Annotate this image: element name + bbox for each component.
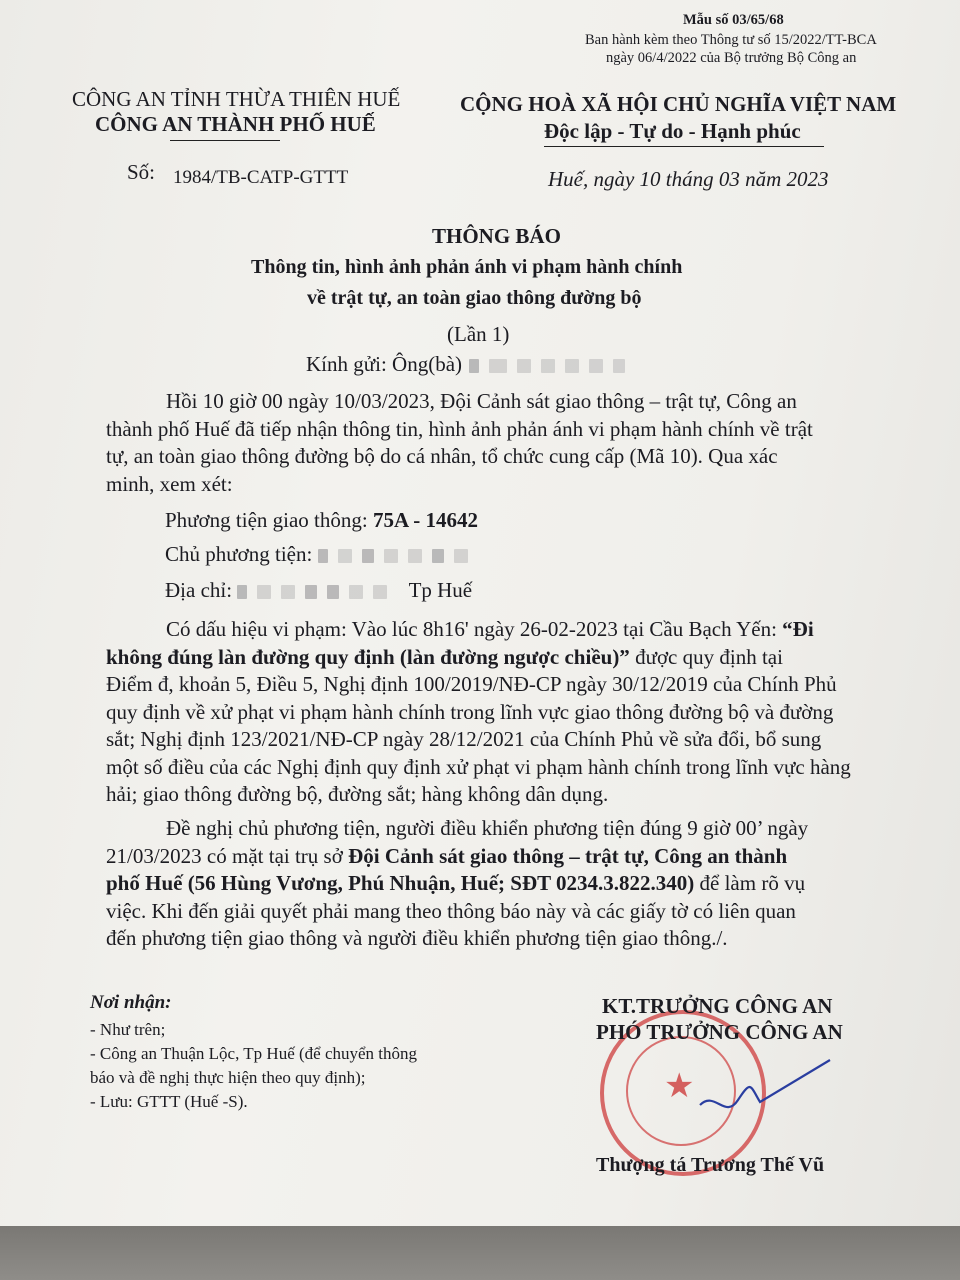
- nation-title: CỘNG HOÀ XÃ HỘI CHỦ NGHĨA VIỆT NAM: [460, 92, 897, 116]
- redacted-block: [384, 549, 398, 563]
- notice-subtitle-1: Thông tin, hình ảnh phản ánh vi phạm hành chính: [251, 256, 683, 278]
- redacted-block: [281, 585, 295, 599]
- paragraph-violation: [106, 616, 892, 809]
- signature-title-1: KT.TRƯỞNG CÔNG AN: [602, 994, 833, 1018]
- redacted-block: [349, 585, 363, 599]
- redacted-block: [454, 549, 468, 563]
- agency-name: CÔNG AN THÀNH PHỐ HUẾ: [95, 112, 376, 136]
- address-city: Tp Huế: [408, 578, 473, 602]
- page-shadow: [0, 1226, 960, 1280]
- redacted-block: [338, 549, 352, 563]
- redacted-block: [257, 585, 271, 599]
- request-address: phố Huế (56 Hùng Vương, Phú Nhuận, Huế; SĐT 0234.3.822.340): [106, 871, 695, 895]
- text-line: thành phố Huế đã tiếp nhận thông tin, hình ảnh phản ánh vi phạm hành chính về trật: [106, 416, 813, 441]
- owner-line: [165, 542, 478, 567]
- text-line: [106, 644, 892, 672]
- recipient-item: - Như trên;: [90, 1020, 166, 1039]
- text-line: sắt; Nghị định 123/2021/NĐ-CP ngày 28/12/2021 của Chính Phủ về sửa đổi, bổ sung: [106, 727, 822, 751]
- notice-title: THÔNG BÁO: [432, 224, 561, 248]
- text-line: một số điều của các Nghị định quy định xử phạt vi phạm hành chính trong lĩnh vực hàng: [106, 754, 851, 779]
- vehicle-line: [165, 508, 478, 533]
- paragraph-request: [106, 815, 892, 953]
- place-date: Huế, ngày 10 tháng 03 năm 2023: [548, 167, 829, 191]
- redacted-block: [237, 585, 247, 599]
- form-issued-date: ngày 06/4/2022 của Bộ trưởng Bộ Công an: [606, 50, 857, 66]
- redacted-block: [541, 359, 555, 373]
- paragraph-intro: [106, 388, 892, 498]
- form-number: Mẫu số 03/65/68: [683, 12, 784, 28]
- text-line: [106, 616, 892, 644]
- address-line: [165, 578, 472, 603]
- recipient-item: - Công an Thuận Lộc, Tp Huế (để chuyển thông: [90, 1044, 418, 1063]
- redacted-block: [489, 359, 507, 373]
- text-line: Hồi 10 giờ 00 ngày 10/03/2023, Đội Cảnh sát giao thông – trật tự, Công an: [166, 389, 797, 413]
- owner-label: Chủ phương tiện:: [165, 542, 313, 566]
- text-line: đến phương tiện giao thông và người điều khiển phương tiện giao thông./.: [106, 926, 728, 950]
- handwritten-signature: [690, 1050, 840, 1130]
- agency-underline: [170, 140, 280, 141]
- addressee: [306, 352, 635, 377]
- text-line: quy định về xử phạt vi phạm hành chính trong lĩnh vực giao thông đường bộ và đường: [106, 699, 834, 724]
- notice-round: (Lần 1): [447, 322, 510, 346]
- text-line: [106, 843, 892, 871]
- redacted-block: [318, 549, 328, 563]
- nation-motto: Độc lập - Tự do - Hạnh phúc: [544, 119, 801, 143]
- vehicle-plate: 75A - 14642: [372, 508, 478, 532]
- request-date: 21/03/2023 có mặt tại trụ sở: [106, 843, 349, 868]
- text-line: minh, xem xét:: [106, 471, 233, 496]
- address-label: Địa chỉ:: [165, 578, 233, 602]
- violation-rest: được quy định tại: [629, 644, 783, 669]
- redacted-block: [362, 549, 374, 563]
- notice-subtitle-2: về trật tự, an toàn giao thông đường bộ: [307, 287, 642, 309]
- redacted-block: [565, 359, 579, 373]
- text-line: việc. Khi đến giải quyết phải mang theo thông báo này và các giấy tờ có liên quan: [106, 898, 796, 923]
- text-line: [106, 870, 892, 898]
- violation-quote-start: “Đi: [782, 617, 814, 641]
- recipient-item: - Lưu: GTTT (Huế -S).: [90, 1092, 248, 1111]
- violation-prefix: Có dấu hiệu vi phạm: Vào lúc 8h16' ngày 26-02-2023 tại Cầu Bạch Yến:: [166, 617, 783, 641]
- doc-number: 1984/TB-CATP-GTTT: [173, 167, 349, 188]
- star-icon: ★: [664, 1068, 695, 1105]
- recipients-label: Nơi nhận:: [90, 992, 172, 1013]
- text-line: hải; giao thông đường bộ, đường sắt; hàng không dân dụng.: [106, 782, 609, 806]
- signature-title-2: PHÓ TRƯỞNG CÔNG AN: [596, 1020, 843, 1044]
- redacted-block: [327, 585, 339, 599]
- signer-name: Thượng tá Trương Thế Vũ: [596, 1154, 825, 1176]
- redacted-block: [613, 359, 625, 373]
- redacted-block: [408, 549, 422, 563]
- violation-quote: không đúng làn đường quy định (làn đường ngược chiều)”: [106, 644, 630, 669]
- redacted-block: [373, 585, 387, 599]
- redacted-block: [305, 585, 317, 599]
- doc-number-label: Số:: [127, 160, 156, 184]
- request-purpose: để làm rõ vụ: [694, 871, 806, 895]
- redacted-block: [432, 549, 444, 563]
- recipient-item: báo và đề nghị thực hiện theo quy định);: [90, 1068, 366, 1087]
- request-place: Đội Cảnh sát giao thông – trật tự, Công an thành: [348, 843, 788, 868]
- text-line: Điểm đ, khoản 5, Điều 5, Nghị định 100/2019/NĐ-CP ngày 30/12/2019 của Chính Phủ: [106, 672, 837, 696]
- vehicle-label: Phương tiện giao thông:: [165, 508, 373, 532]
- redacted-block: [517, 359, 531, 373]
- addressee-label: Kính gửi: Ông(bà): [306, 352, 463, 376]
- text-line: Đề nghị chủ phương tiện, người điều khiển phương tiện đúng 9 giờ 00’ ngày: [166, 816, 809, 840]
- form-issued-with: Ban hành kèm theo Thông tư số 15/2022/TT-BCA: [585, 32, 877, 48]
- redacted-block: [469, 359, 479, 373]
- text-line: tự, an toàn giao thông đường bộ do cá nhân, tổ chức cung cấp (Mã 10). Qua xác: [106, 444, 778, 468]
- motto-underline: [544, 146, 824, 147]
- agency-parent: CÔNG AN TỈNH THỪA THIÊN HUẾ: [72, 87, 401, 111]
- redacted-block: [589, 359, 603, 373]
